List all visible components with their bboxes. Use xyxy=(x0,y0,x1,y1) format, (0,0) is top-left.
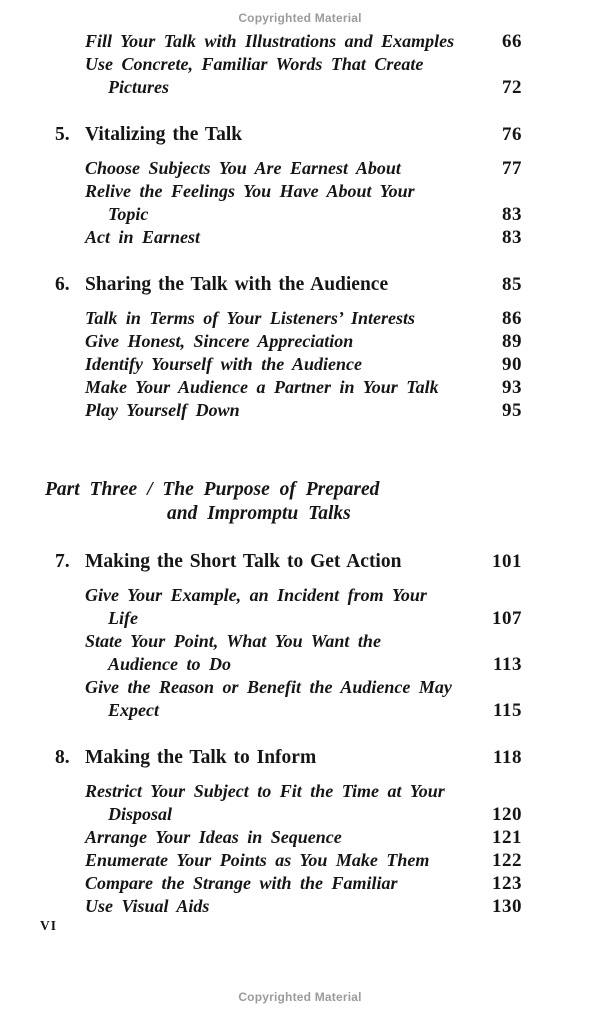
entry-line: Give Honest, Sincere Appreciation xyxy=(85,331,354,351)
page-number: 113 xyxy=(493,654,522,675)
toc-chapter-entry xyxy=(0,550,600,573)
toc-chapter-entry xyxy=(0,123,600,146)
chapter-title: Making the Short Talk to Get Action xyxy=(85,551,402,572)
entry-line: Arrange Your Ideas in Sequence xyxy=(85,827,342,847)
page-number: 115 xyxy=(493,700,522,721)
toc-chapter-entry xyxy=(0,746,600,769)
entry-line: Audience to Do xyxy=(108,654,231,674)
entry-line: and Impromptu Talks xyxy=(167,503,351,524)
copyright-watermark-bottom: Copyrighted Material xyxy=(238,990,362,1004)
toc-sub-entry xyxy=(0,676,600,722)
page-number: 83 xyxy=(502,204,522,225)
entry-line: Play Yourself Down xyxy=(85,400,240,420)
chapter-number: 7. xyxy=(55,551,70,572)
toc-sub-entry xyxy=(0,780,600,826)
entry-line: Enumerate Your Points as You Make Them xyxy=(85,850,430,870)
page-number: 90 xyxy=(502,354,522,375)
entry-line: Act in Earnest xyxy=(85,227,201,247)
page-number: 93 xyxy=(502,377,522,398)
page-number: 83 xyxy=(502,227,522,248)
page-number: 123 xyxy=(492,873,522,894)
entry-line: Make Your Audience a Partner in Your Talk xyxy=(85,377,439,397)
entry-line: Fill Your Talk with Illustrations and Examples xyxy=(85,31,455,51)
page-number: 72 xyxy=(502,77,522,98)
toc-sub-entry xyxy=(0,180,600,226)
entry-line: Give Your Example, an Incident from Your xyxy=(85,585,427,605)
toc-sub-entry xyxy=(0,307,600,330)
page-number: 86 xyxy=(502,308,522,329)
entry-line: Identify Yourself with the Audience xyxy=(85,354,363,374)
entry-text xyxy=(85,376,476,399)
entry-text xyxy=(85,353,476,376)
toc-chapter-entry xyxy=(0,273,600,296)
entry-line: Expect xyxy=(108,700,159,720)
entry-line: Pictures xyxy=(108,77,169,97)
entry-line: Disposal xyxy=(108,804,173,824)
entry-line: Restrict Your Subject to Fit the Time at Your xyxy=(85,781,445,801)
entry-text xyxy=(85,676,476,722)
entry-line: Topic xyxy=(108,204,149,224)
toc-sub-entry xyxy=(0,826,600,849)
entry-text xyxy=(85,780,476,826)
page-number: 120 xyxy=(492,804,522,825)
page-number: 130 xyxy=(492,896,522,917)
entry-text xyxy=(85,30,476,53)
toc-sub-entry xyxy=(0,376,600,399)
chapter-number: 6. xyxy=(55,274,70,295)
entry-text xyxy=(85,826,476,849)
toc-sub-entry xyxy=(0,399,600,422)
toc-sub-entry xyxy=(0,53,600,99)
entry-text xyxy=(85,157,476,180)
entry-line: Life xyxy=(108,608,138,628)
chapter-title: Making the Talk to Inform xyxy=(85,747,317,768)
entry-text xyxy=(45,478,522,526)
page-number: 89 xyxy=(502,331,522,352)
entry-line: Give the Reason or Benefit the Audience May xyxy=(85,677,452,697)
page-number: 121 xyxy=(492,827,522,848)
entry-text xyxy=(85,330,476,353)
page-number: 107 xyxy=(492,608,522,629)
entry-text xyxy=(85,226,476,249)
entry-text xyxy=(55,273,476,296)
copyright-watermark-top: Copyrighted Material xyxy=(238,11,362,25)
entry-text xyxy=(85,53,476,99)
toc-sub-entry xyxy=(0,30,600,53)
page-number: 85 xyxy=(502,274,522,295)
toc-sub-entry xyxy=(0,630,600,676)
toc-sub-entry xyxy=(0,157,600,180)
entry-line: Part Three / The Purpose of Prepared xyxy=(45,479,380,500)
page-number: 101 xyxy=(492,551,522,572)
toc-sub-entry xyxy=(0,226,600,249)
toc-sub-entry xyxy=(0,895,600,918)
chapter-title: Vitalizing the Talk xyxy=(85,124,243,145)
entry-text xyxy=(85,584,476,630)
page-folio: VI xyxy=(40,918,58,933)
toc-sub-entry xyxy=(0,584,600,630)
entry-line: Use Visual Aids xyxy=(85,896,210,916)
entry-line: Choose Subjects You Are Earnest About xyxy=(85,158,401,178)
entry-text xyxy=(55,123,476,146)
entry-text xyxy=(55,746,476,769)
page-number: 122 xyxy=(492,850,522,871)
entry-line: Use Concrete, Familiar Words That Create xyxy=(85,54,424,74)
page-number: 118 xyxy=(493,747,522,768)
entry-text xyxy=(85,872,476,895)
toc-sub-entry xyxy=(0,872,600,895)
entry-text xyxy=(55,550,476,573)
toc-part-heading xyxy=(0,478,600,526)
page-number: 77 xyxy=(502,158,522,179)
entry-text xyxy=(85,895,476,918)
chapter-number: 5. xyxy=(55,124,70,145)
entry-text xyxy=(85,399,476,422)
chapter-title: Sharing the Talk with the Audience xyxy=(85,274,389,295)
toc-sub-entry xyxy=(0,849,600,872)
page-number: 95 xyxy=(502,400,522,421)
entry-line: Talk in Terms of Your Listeners’ Interests xyxy=(85,308,416,328)
page-number: 76 xyxy=(502,124,522,145)
entry-text xyxy=(85,630,476,676)
entry-line: State Your Point, What You Want the xyxy=(85,631,381,651)
toc-list xyxy=(0,30,600,918)
entry-text xyxy=(85,180,476,226)
entry-line: Compare the Strange with the Familiar xyxy=(85,873,398,893)
chapter-number: 8. xyxy=(55,747,70,768)
page-number: 66 xyxy=(502,31,522,52)
toc-sub-entry xyxy=(0,353,600,376)
entry-text xyxy=(85,307,476,330)
toc-sub-entry xyxy=(0,330,600,353)
entry-text xyxy=(85,849,476,872)
entry-line: Relive the Feelings You Have About Your xyxy=(85,181,415,201)
